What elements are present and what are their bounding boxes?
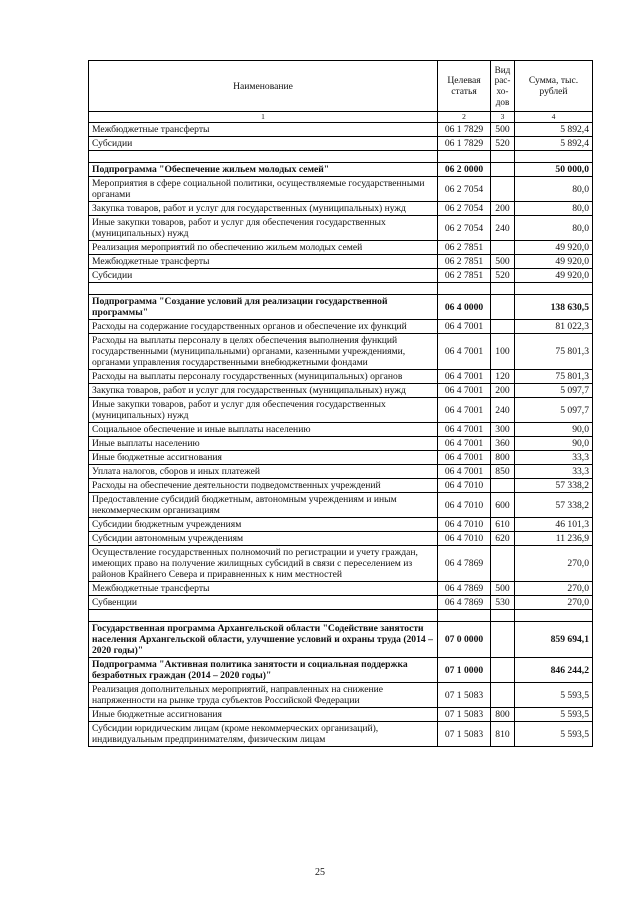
column-number-4: 4 — [515, 112, 593, 123]
table-row — [89, 163, 593, 177]
row-target-article-cell: 07 1 5083 — [438, 683, 491, 708]
row-target-article-cell: 06 4 7001 — [438, 370, 491, 384]
row-expense-kind-cell — [491, 241, 515, 255]
row-name-cell: Государственная программа Архангельской области "Содействие занятости населения Архангельской области, улучшение условий и охраны труда (2014 – 2020 годы)" — [89, 622, 438, 658]
table-row — [89, 532, 593, 546]
row-amount-cell: 80,0 — [515, 202, 593, 216]
table-row — [89, 255, 593, 269]
row-name-cell: Межбюджетные трансферты — [89, 123, 438, 137]
row-name-cell: Реализация дополнительных мероприятий, направленных на снижение напряженности на рынке труда субъектов Российской Федерации — [89, 683, 438, 708]
table-row — [89, 708, 593, 722]
header-sum: Сумма, тыс. рублей — [515, 61, 593, 112]
column-number-row — [89, 112, 593, 123]
table-row — [89, 269, 593, 283]
row-amount-cell: 5 593,5 — [515, 683, 593, 708]
row-amount-cell: 50 000,0 — [515, 163, 593, 177]
table-row — [89, 622, 593, 658]
table-row — [89, 370, 593, 384]
row-expense-kind-cell — [491, 658, 515, 683]
row-target-article-cell: 06 4 7001 — [438, 398, 491, 423]
row-name-cell: Иные закупки товаров, работ и услуг для обеспечения государственных (муниципальных) нужд — [89, 398, 438, 423]
spacer-cell — [491, 283, 515, 295]
row-amount-cell: 49 920,0 — [515, 255, 593, 269]
table-row — [89, 295, 593, 320]
spacer-cell — [491, 610, 515, 622]
row-name-cell: Подпрограмма "Создание условий для реализации государственной программы" — [89, 295, 438, 320]
row-name-cell: Субсидии юридическим лицам (кроме некоммерческих организаций), индивидуальным предпринимателям, физическим лицам — [89, 722, 438, 747]
row-amount-cell: 859 694,1 — [515, 622, 593, 658]
row-expense-kind-cell: 520 — [491, 269, 515, 283]
row-expense-kind-cell: 610 — [491, 518, 515, 532]
row-expense-kind-cell: 300 — [491, 423, 515, 437]
row-target-article-cell: 06 4 7010 — [438, 518, 491, 532]
row-target-article-cell: 06 4 7001 — [438, 320, 491, 334]
row-amount-cell: 33,3 — [515, 465, 593, 479]
row-name-cell: Мероприятия в сфере социальной политики, осуществляемые государственными органами — [89, 177, 438, 202]
row-amount-cell: 81 022,3 — [515, 320, 593, 334]
row-target-article-cell: 07 1 5083 — [438, 708, 491, 722]
row-name-cell: Субсидии бюджетным учреждениям — [89, 518, 438, 532]
row-target-article-cell: 06 4 7010 — [438, 493, 491, 518]
row-expense-kind-cell: 240 — [491, 398, 515, 423]
spacer-cell — [515, 283, 593, 295]
row-name-cell: Межбюджетные трансферты — [89, 582, 438, 596]
header-expense-kind: Вид рас-хо-дов — [491, 61, 515, 112]
row-expense-kind-cell — [491, 163, 515, 177]
row-name-cell: Расходы на содержание государственных органов и обеспечение их функций — [89, 320, 438, 334]
spacer-cell — [438, 283, 491, 295]
header-name: Наименование — [89, 61, 438, 112]
row-name-cell: Субсидии автономным учреждениям — [89, 532, 438, 546]
row-expense-kind-cell: 530 — [491, 596, 515, 610]
row-name-cell: Расходы на выплаты персоналу государственных (муниципальных) органов — [89, 370, 438, 384]
spacer-cell — [515, 151, 593, 163]
row-amount-cell: 5 097,7 — [515, 384, 593, 398]
row-amount-cell: 5 892,4 — [515, 137, 593, 151]
table-body — [89, 123, 593, 747]
table-row — [89, 216, 593, 241]
spacer-cell — [515, 610, 593, 622]
column-number-3: 3 — [491, 112, 515, 123]
table-row — [89, 398, 593, 423]
table-row — [89, 137, 593, 151]
row-amount-cell: 75 801,3 — [515, 370, 593, 384]
row-expense-kind-cell — [491, 683, 515, 708]
row-name-cell: Предоставление субсидий бюджетным, автономным учреждениям и иным некоммерческим организациям — [89, 493, 438, 518]
row-expense-kind-cell: 500 — [491, 255, 515, 269]
table-row — [89, 177, 593, 202]
table-row — [89, 451, 593, 465]
row-target-article-cell: 07 0 0000 — [438, 622, 491, 658]
row-expense-kind-cell: 600 — [491, 493, 515, 518]
row-target-article-cell: 06 4 7010 — [438, 532, 491, 546]
spacer-cell — [438, 610, 491, 622]
row-name-cell: Расходы на обеспечение деятельности подведомственных учреждений — [89, 479, 438, 493]
row-target-article-cell: 06 4 7001 — [438, 437, 491, 451]
header-target-article: Целевая статья — [438, 61, 491, 112]
spacer-row — [89, 610, 593, 622]
spacer-cell — [89, 610, 438, 622]
row-amount-cell: 80,0 — [515, 216, 593, 241]
row-amount-cell: 49 920,0 — [515, 269, 593, 283]
row-amount-cell: 5 593,5 — [515, 722, 593, 747]
row-expense-kind-cell: 200 — [491, 202, 515, 216]
table-row — [89, 683, 593, 708]
row-expense-kind-cell — [491, 622, 515, 658]
row-expense-kind-cell: 360 — [491, 437, 515, 451]
row-name-cell: Осуществление государственных полномочий по регистрации и учету граждан, имеющих право на получение жилищных субсидий в связи с переселением из районов Крайнего Севера и приравненных к ним местностей — [89, 546, 438, 582]
row-expense-kind-cell: 850 — [491, 465, 515, 479]
row-expense-kind-cell — [491, 479, 515, 493]
row-name-cell: Уплата налогов, сборов и иных платежей — [89, 465, 438, 479]
row-amount-cell: 138 630,5 — [515, 295, 593, 320]
spacer-row — [89, 151, 593, 163]
table-row — [89, 465, 593, 479]
table-row — [89, 320, 593, 334]
column-number-1: 1 — [89, 112, 438, 123]
row-target-article-cell: 06 4 7001 — [438, 451, 491, 465]
row-expense-kind-cell: 200 — [491, 384, 515, 398]
row-name-cell: Субсидии — [89, 137, 438, 151]
table-row — [89, 334, 593, 370]
row-target-article-cell: 06 4 7001 — [438, 423, 491, 437]
row-target-article-cell: 07 1 5083 — [438, 722, 491, 747]
table-row — [89, 596, 593, 610]
row-expense-kind-cell: 800 — [491, 708, 515, 722]
row-amount-cell: 846 244,2 — [515, 658, 593, 683]
row-expense-kind-cell: 810 — [491, 722, 515, 747]
row-name-cell: Иные закупки товаров, работ и услуг для обеспечения государственных (муниципальных) нужд — [89, 216, 438, 241]
row-target-article-cell: 06 2 7851 — [438, 241, 491, 255]
spacer-cell — [89, 151, 438, 163]
row-target-article-cell: 06 2 7851 — [438, 269, 491, 283]
spacer-cell — [89, 283, 438, 295]
row-amount-cell: 57 338,2 — [515, 493, 593, 518]
row-expense-kind-cell — [491, 546, 515, 582]
row-amount-cell: 5 892,4 — [515, 123, 593, 137]
row-amount-cell: 33,3 — [515, 451, 593, 465]
row-target-article-cell: 06 4 7869 — [438, 582, 491, 596]
row-expense-kind-cell: 520 — [491, 137, 515, 151]
row-name-cell: Субвенции — [89, 596, 438, 610]
table-row — [89, 384, 593, 398]
row-amount-cell: 270,0 — [515, 596, 593, 610]
table-row — [89, 722, 593, 747]
row-target-article-cell: 06 4 0000 — [438, 295, 491, 320]
row-target-article-cell: 06 4 7001 — [438, 384, 491, 398]
table-header-row — [89, 61, 593, 112]
spacer-row — [89, 283, 593, 295]
spacer-cell — [491, 151, 515, 163]
table-row — [89, 493, 593, 518]
row-expense-kind-cell — [491, 177, 515, 202]
row-target-article-cell: 06 4 7010 — [438, 479, 491, 493]
row-target-article-cell: 06 1 7829 — [438, 123, 491, 137]
row-name-cell: Социальное обеспечение и иные выплаты населению — [89, 423, 438, 437]
row-amount-cell: 270,0 — [515, 546, 593, 582]
row-name-cell: Межбюджетные трансферты — [89, 255, 438, 269]
row-expense-kind-cell: 100 — [491, 334, 515, 370]
row-name-cell: Закупка товаров, работ и услуг для государственных (муниципальных) нужд — [89, 202, 438, 216]
table-row — [89, 123, 593, 137]
row-target-article-cell: 06 2 7054 — [438, 177, 491, 202]
row-name-cell: Подпрограмма "Активная политика занятости и социальная поддержка безработных граждан (2014 – 2020 годы)" — [89, 658, 438, 683]
row-target-article-cell: 06 1 7829 — [438, 137, 491, 151]
row-expense-kind-cell: 240 — [491, 216, 515, 241]
table-row — [89, 582, 593, 596]
row-amount-cell: 5 097,7 — [515, 398, 593, 423]
table-row — [89, 518, 593, 532]
row-name-cell: Иные бюджетные ассигнования — [89, 451, 438, 465]
budget-table — [88, 60, 593, 747]
row-amount-cell: 90,0 — [515, 437, 593, 451]
row-target-article-cell: 06 2 7054 — [438, 202, 491, 216]
table-row — [89, 479, 593, 493]
row-target-article-cell: 06 4 7869 — [438, 546, 491, 582]
row-amount-cell: 75 801,3 — [515, 334, 593, 370]
row-name-cell: Иные бюджетные ассигнования — [89, 708, 438, 722]
spacer-cell — [438, 151, 491, 163]
row-target-article-cell: 07 1 0000 — [438, 658, 491, 683]
row-expense-kind-cell: 500 — [491, 123, 515, 137]
row-name-cell: Расходы на выплаты персоналу в целях обеспечения выполнения функций государственными (муниципальными) органами, казенными учреждениями, органами управления государственными внебюджетными фондами — [89, 334, 438, 370]
table-row — [89, 658, 593, 683]
table-row — [89, 423, 593, 437]
row-expense-kind-cell: 620 — [491, 532, 515, 546]
row-amount-cell: 49 920,0 — [515, 241, 593, 255]
row-expense-kind-cell — [491, 295, 515, 320]
row-expense-kind-cell — [491, 320, 515, 334]
row-target-article-cell: 06 2 7851 — [438, 255, 491, 269]
row-name-cell: Подпрограмма "Обеспечение жильем молодых семей" — [89, 163, 438, 177]
table-row — [89, 437, 593, 451]
table-row — [89, 202, 593, 216]
row-name-cell: Субсидии — [89, 269, 438, 283]
row-amount-cell: 5 593,5 — [515, 708, 593, 722]
row-name-cell: Реализация мероприятий по обеспечению жильем молодых семей — [89, 241, 438, 255]
row-name-cell: Закупка товаров, работ и услуг для государственных (муниципальных) нужд — [89, 384, 438, 398]
row-target-article-cell: 06 2 0000 — [438, 163, 491, 177]
row-amount-cell: 11 236,9 — [515, 532, 593, 546]
row-target-article-cell: 06 2 7054 — [438, 216, 491, 241]
row-expense-kind-cell: 120 — [491, 370, 515, 384]
row-amount-cell: 270,0 — [515, 582, 593, 596]
row-amount-cell: 80,0 — [515, 177, 593, 202]
table-row — [89, 241, 593, 255]
row-target-article-cell: 06 4 7001 — [438, 465, 491, 479]
row-amount-cell: 46 101,3 — [515, 518, 593, 532]
page-number: 25 — [315, 867, 325, 878]
table-row — [89, 546, 593, 582]
row-name-cell: Иные выплаты населению — [89, 437, 438, 451]
row-target-article-cell: 06 4 7869 — [438, 596, 491, 610]
row-amount-cell: 90,0 — [515, 423, 593, 437]
column-number-2: 2 — [438, 112, 491, 123]
row-target-article-cell: 06 4 7001 — [438, 334, 491, 370]
row-amount-cell: 57 338,2 — [515, 479, 593, 493]
row-expense-kind-cell: 500 — [491, 582, 515, 596]
row-expense-kind-cell: 800 — [491, 451, 515, 465]
